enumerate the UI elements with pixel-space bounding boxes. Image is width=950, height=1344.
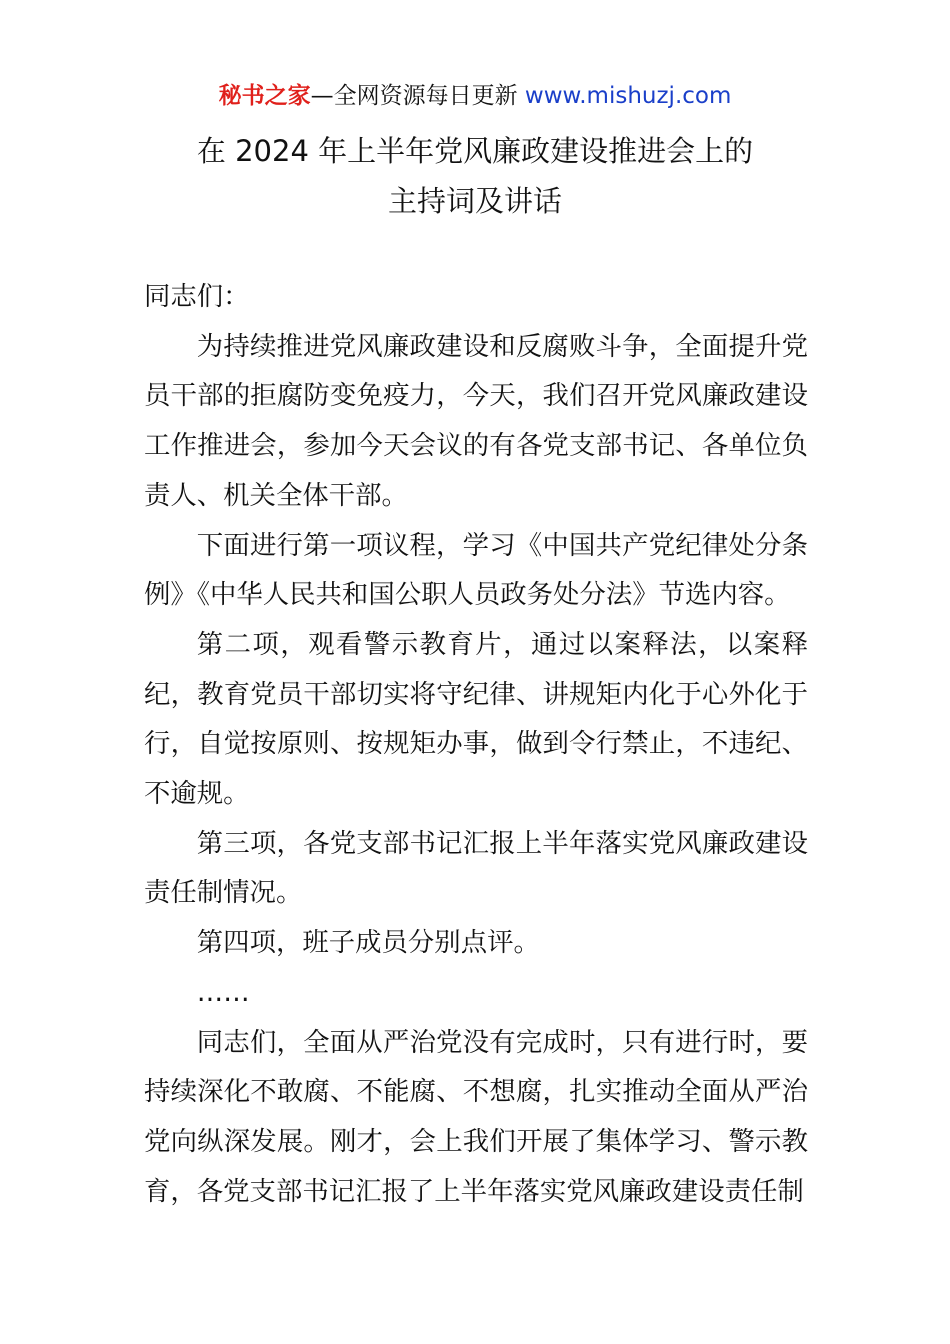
brand-name: 秘书之家 [218, 83, 311, 109]
title-line-1: 在 2024 年上半年党风廉政建设推进会上的 [196, 134, 754, 168]
site-header [0, 80, 950, 112]
paragraph: 第四项，班子成员分别点评。 [196, 927, 540, 959]
site-url: www.mishuzj.com [524, 83, 732, 109]
paragraph: 第二项，观看警示教育片，通过以案释法，以案释纪，教育党员干部切实将守纪律、讲规矩内化于心外化于行，自觉按原则、按规矩办事，做到令行禁止，不违纪、不逾规。 [144, 628, 808, 810]
salutation: 同志们： [144, 281, 250, 312]
paragraph: 第三项，各党支部书记汇报上半年落实党风廉政建设责任制情况。 [144, 827, 808, 909]
document-body [144, 272, 808, 1216]
title-line-2: 主持词及讲话 [387, 184, 562, 218]
document-title [0, 126, 950, 226]
paragraph: …… [196, 976, 250, 1008]
paragraph: 为持续推进党风廉政建设和反腐败斗争，全面提升党员干部的拒腐防变免疫力，今天，我们召开党风廉政建设工作推进会，参加今天会议的有各党支部书记、各单位负责人、机关全体干部。 [144, 330, 808, 511]
paragraph: 下面进行第一项议程，学习《中国共产党纪律处分条例》《中华人民共和国公职人员政务处分法》节选内容。 [144, 529, 808, 611]
header-tagline: —全网资源每日更新 [310, 83, 518, 109]
paragraph: 同志们，全面从严治党没有完成时，只有进行时，要持续深化不敢腐、不能腐、不想腐，扎实推动全面从严治党向纵深发展。刚才，会上我们开展了集体学习、警示教育，各党支部书记汇报了上半年落实党风廉政建设责任制 [144, 1026, 808, 1207]
